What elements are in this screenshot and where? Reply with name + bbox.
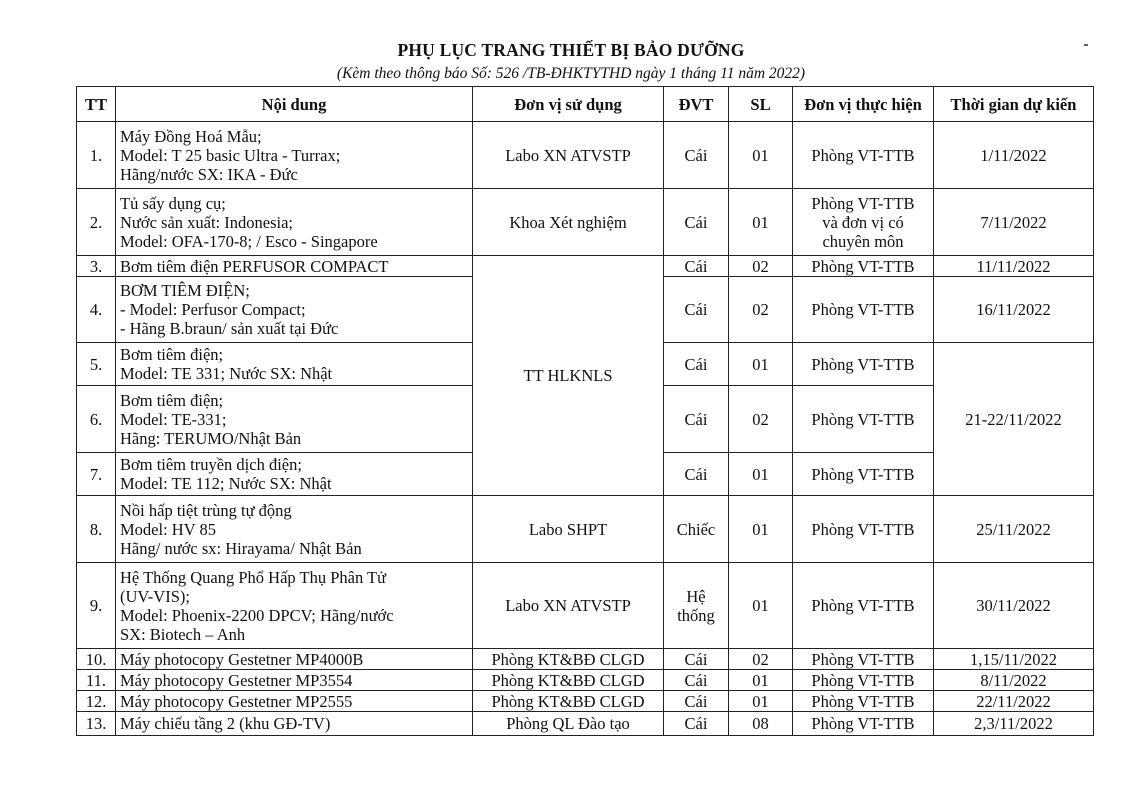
cell-content: Bơm tiêm điện PERFUSOR COMPACT [116, 256, 473, 277]
cell-dvt: Cái [664, 343, 729, 386]
equipment-table [76, 86, 1094, 736]
document-subtitle: (Kèm theo thông báo Số: 526 /TB-ĐHKTYTHD ngày 1 tháng 11 năm 2022) [336, 65, 806, 82]
cell-dvt: Cái [664, 691, 729, 712]
cell-tt: 13. [77, 712, 116, 736]
cell-executor: Phòng VT-TTB [793, 453, 934, 496]
cell-content: Máy Đồng Hoá Mẫu; Model: T 25 basic Ultra - Turrax; Hãng/nước SX: IKA - Đức [116, 122, 473, 189]
table-row [77, 670, 1094, 691]
cell-executor: Phòng VT-TTB [793, 563, 934, 649]
cell-dvt: Chiếc [664, 496, 729, 563]
cell-sl: 02 [729, 649, 793, 670]
cell-executor: Phòng VT-TTB [793, 649, 934, 670]
cell-time: 25/11/2022 [934, 496, 1094, 563]
cell-content: Máy photocopy Gestetner MP2555 [116, 691, 473, 712]
scan-mark [1084, 44, 1088, 46]
cell-sl: 01 [729, 343, 793, 386]
header-time: Thời gian dự kiến [934, 87, 1094, 122]
cell-content: Hệ Thống Quang Phổ Hấp Thụ Phân Tử (UV-VIS); Model: Phoenix-2200 DPCV; Hãng/nước SX: Biotech – Anh [116, 563, 473, 649]
cell-unit-use: Phòng QL Đào tạo [473, 712, 664, 736]
header-sl: SL [729, 87, 793, 122]
cell-time-merged: 21-22/11/2022 [934, 343, 1094, 496]
document-title: PHỤ LỤC TRANG THIẾT BỊ BẢO DƯỠNG [397, 40, 745, 60]
cell-dvt: Cái [664, 122, 729, 189]
cell-sl: 01 [729, 691, 793, 712]
cell-tt: 10. [77, 649, 116, 670]
cell-executor: Phòng VT-TTB [793, 496, 934, 563]
cell-tt: 6. [77, 386, 116, 453]
cell-dvt: Cái [664, 712, 729, 736]
cell-sl: 01 [729, 189, 793, 256]
cell-dvt: Hệ thống [664, 563, 729, 649]
cell-executor: Phòng VT-TTB [793, 670, 934, 691]
table-row [77, 189, 1094, 256]
table-row [77, 649, 1094, 670]
cell-content: Nồi hấp tiệt trùng tự động Model: HV 85 Hãng/ nước sx: Hirayama/ Nhật Bản [116, 496, 473, 563]
cell-time: 8/11/2022 [934, 670, 1094, 691]
cell-dvt: Cái [664, 386, 729, 453]
cell-time: 1,15/11/2022 [934, 649, 1094, 670]
cell-tt: 1. [77, 122, 116, 189]
cell-sl: 02 [729, 256, 793, 277]
cell-unit-use: Phòng KT&BĐ CLGD [473, 649, 664, 670]
cell-tt: 12. [77, 691, 116, 712]
cell-content: Tủ sấy dụng cụ; Nước sản xuất: Indonesia; Model: OFA-170-8; / Esco - Singapore [116, 189, 473, 256]
cell-time: 1/11/2022 [934, 122, 1094, 189]
cell-tt: 4. [77, 277, 116, 343]
cell-executor: Phòng VT-TTB [793, 386, 934, 453]
cell-time: 2,3/11/2022 [934, 712, 1094, 736]
cell-time: 11/11/2022 [934, 256, 1094, 277]
cell-dvt: Cái [664, 649, 729, 670]
cell-sl: 01 [729, 563, 793, 649]
cell-tt: 7. [77, 453, 116, 496]
cell-dvt: Cái [664, 256, 729, 277]
cell-content: Bơm tiêm điện; Model: TE-331; Hãng: TERUMO/Nhật Bản [116, 386, 473, 453]
cell-unit-use: Phòng KT&BĐ CLGD [473, 691, 664, 712]
cell-executor: Phòng VT-TTB [793, 256, 934, 277]
header-dvt: ĐVT [664, 87, 729, 122]
cell-time: 30/11/2022 [934, 563, 1094, 649]
table-header-row [77, 87, 1094, 122]
table-row [77, 691, 1094, 712]
cell-content: Bơm tiêm điện; Model: TE 331; Nước SX: Nhật [116, 343, 473, 386]
cell-tt: 5. [77, 343, 116, 386]
cell-tt: 8. [77, 496, 116, 563]
table-row [77, 712, 1094, 736]
cell-executor: Phòng VT-TTB [793, 691, 934, 712]
cell-sl: 08 [729, 712, 793, 736]
cell-dvt: Cái [664, 453, 729, 496]
cell-sl: 02 [729, 277, 793, 343]
cell-executor: Phòng VT-TTB [793, 712, 934, 736]
cell-content: Máy chiếu tầng 2 (khu GĐ-TV) [116, 712, 473, 736]
cell-sl: 01 [729, 670, 793, 691]
cell-unit-use: Labo XN ATVSTP [473, 122, 664, 189]
cell-executor: Phòng VT-TTB [793, 277, 934, 343]
cell-content: Bơm tiêm truyền dịch điện; Model: TE 112; Nước SX: Nhật [116, 453, 473, 496]
table-row [77, 496, 1094, 563]
cell-sl: 01 [729, 453, 793, 496]
cell-unit-use-merged: TT HLKNLS [473, 256, 664, 496]
cell-content: Máy photocopy Gestetner MP3554 [116, 670, 473, 691]
cell-time: 16/11/2022 [934, 277, 1094, 343]
table-row [77, 122, 1094, 189]
cell-unit-use: Phòng KT&BĐ CLGD [473, 670, 664, 691]
cell-tt: 9. [77, 563, 116, 649]
cell-sl: 01 [729, 122, 793, 189]
cell-unit-use: Labo SHPT [473, 496, 664, 563]
cell-executor: Phòng VT-TTB và đơn vị có chuyên môn [793, 189, 934, 256]
header-unit-use: Đơn vị sử dụng [473, 87, 664, 122]
cell-executor: Phòng VT-TTB [793, 343, 934, 386]
cell-dvt: Cái [664, 670, 729, 691]
cell-dvt: Cái [664, 277, 729, 343]
cell-sl: 01 [729, 496, 793, 563]
cell-unit-use: Khoa Xét nghiệm [473, 189, 664, 256]
table-row [77, 563, 1094, 649]
cell-content: BƠM TIÊM ĐIỆN; - Model: Perfusor Compact; - Hãng B.braun/ sản xuất tại Đức [116, 277, 473, 343]
cell-unit-use: Labo XN ATVSTP [473, 563, 664, 649]
cell-sl: 02 [729, 386, 793, 453]
header-content: Nội dung [116, 87, 473, 122]
cell-tt: 3. [77, 256, 116, 277]
table-row [77, 256, 1094, 277]
header-tt: TT [77, 87, 116, 122]
cell-tt: 2. [77, 189, 116, 256]
cell-content: Máy photocopy Gestetner MP4000B [116, 649, 473, 670]
cell-tt: 11. [77, 670, 116, 691]
cell-time: 7/11/2022 [934, 189, 1094, 256]
header-executor: Đơn vị thực hiện [793, 87, 934, 122]
cell-executor: Phòng VT-TTB [793, 122, 934, 189]
cell-dvt: Cái [664, 189, 729, 256]
cell-time: 22/11/2022 [934, 691, 1094, 712]
